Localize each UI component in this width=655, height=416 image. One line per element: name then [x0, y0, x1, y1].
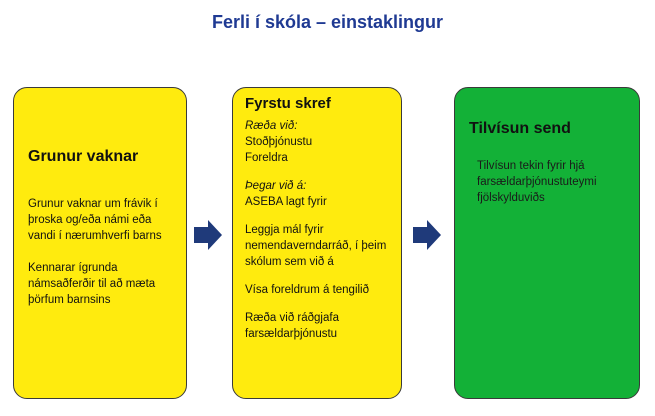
step-text: Tilvísun tekin fyrir hjá farsældarþjónustuteymi fjölskylduviðs: [477, 160, 597, 204]
arrow-right-icon: [413, 220, 443, 250]
group-line: Stoðþjónustu: [245, 136, 313, 148]
step-group: Vísa foreldrum á tengilið: [245, 284, 370, 296]
group-label: Þegar við á:: [245, 180, 307, 192]
step-group: Ræða við ráðgjafa farsældarþjónustu: [245, 312, 339, 340]
step-heading: Tilvísun send: [469, 120, 571, 137]
step-heading: Fyrstu skref: [245, 95, 331, 112]
diagram-title: Ferli í skóla – einstaklingur: [211, 12, 444, 32]
group-line: Foreldra: [245, 152, 288, 164]
step-group: [245, 118, 389, 166]
step-text: Grunur vaknar um frávik í þroska og/eða námi eða vandi í nærumhverfi barns: [28, 198, 162, 242]
group-label: Ræða við:: [245, 120, 298, 132]
step-group: Leggja mál fyrir nemendaverndarráð, í þeim skólum sem við á: [245, 224, 387, 268]
step-group: [245, 178, 389, 210]
group-line: ASEBA lagt fyrir: [245, 196, 327, 208]
step-box-tilvisun-send: [454, 87, 640, 399]
arrow-right-icon: [194, 220, 224, 250]
step-heading: Grunur vaknar: [28, 148, 139, 165]
step-text: Kennarar ígrunda námsaðferðir til að mæta þörfum barnsins: [28, 262, 156, 306]
step-box-grunur-vaknar: [13, 87, 187, 399]
step-box-fyrstu-skref: [232, 87, 402, 399]
